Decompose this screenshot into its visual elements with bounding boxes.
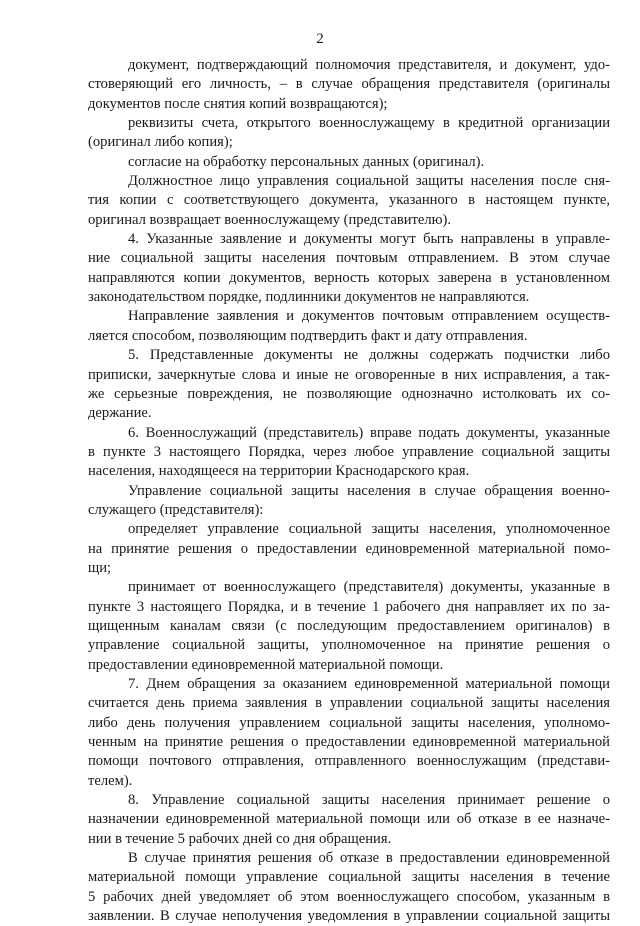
paragraph <box>88 114 610 153</box>
text-line: нии в течение 5 рабочих дней со дня обращения. <box>88 830 392 847</box>
text-line: законодательством порядке, подлинники документов не направляются. <box>88 289 530 306</box>
paragraph <box>88 153 610 172</box>
text-line: держание. <box>88 405 152 422</box>
text-line: ляется способом, позволяющим подтвердить факт и дату отправления. <box>88 327 528 344</box>
text-line: считается день приема заявления в управлении социальной защиты населения <box>88 695 610 712</box>
text-line: управление социальной защиты, уполномоченное на принятие решения о <box>88 637 610 654</box>
page-number: 2 <box>316 31 324 47</box>
text-line: заявлении. В случае неполучения уведомления в управлении социальной защиты <box>88 908 610 925</box>
text-line: 7. Днем обращения за оказанием единовременной материальной помощи <box>128 676 610 692</box>
text-line: тия копии с соответствующего документа, указанного в настоящем пункте, <box>88 192 610 209</box>
text-line: в пункте 3 настоящего Порядка, через любое управление социальной защиты <box>88 443 610 460</box>
paragraph <box>88 791 610 849</box>
text-line: назначении единовременной материальной помощи или об отказе в ее назначе- <box>88 811 610 828</box>
text-line: помощи почтового отправления, отправленного военнослужащим (представи- <box>88 753 610 770</box>
text-line: (оригинал либо копия); <box>88 134 233 151</box>
text-line: стоверяющий его личность, – в случае обращения представителя (оригиналы <box>88 76 610 93</box>
paragraph <box>88 172 610 230</box>
text-line: материальной помощи управление социальной защиты населения в течение <box>88 869 610 886</box>
text-line: Направление заявления и документов почтовым отправлением осуществ- <box>128 308 610 325</box>
text-line: ние социальной защиты населения почтовым отправлением. В этом случае <box>88 250 610 267</box>
document-body <box>88 56 610 926</box>
text-line: документов после снятия копий возвращаются); <box>88 95 388 112</box>
paragraph <box>88 56 610 114</box>
text-line: 5 рабочих дней уведомляет об этом военнослужащего способом, указанным в <box>88 888 610 905</box>
paragraph <box>88 578 610 675</box>
text-line: В случае принятия решения об отказе в предоставлении единовременной <box>128 850 610 867</box>
paragraph <box>88 482 610 521</box>
text-line: направляются копии документов, верность которых заверена в установленном <box>88 269 610 286</box>
text-line: щи; <box>88 559 112 576</box>
text-line: оригинал возвращает военнослужащему (представителю). <box>88 211 452 228</box>
text-line: предоставлении единовременной материальной помощи. <box>88 656 444 673</box>
paragraph <box>88 520 610 578</box>
text-line: реквизиты счета, открытого военнослужащему в кредитной организации <box>128 115 610 132</box>
paragraph <box>88 230 610 307</box>
text-line: ченным на принятие решения о предоставлении единовременной материальной <box>88 734 610 751</box>
text-line: на принятие решения о предоставлении единовременной материальной помо- <box>88 540 610 557</box>
text-line: служащего (представителя): <box>88 501 264 518</box>
text-line: Управление социальной защиты населения в случае обращения военно- <box>128 482 610 499</box>
paragraph <box>88 675 610 791</box>
text-line: пункте 3 настоящего Порядка, и в течение 1 рабочего дня направляет их по за- <box>88 598 610 615</box>
text-line: 4. Указанные заявление и документы могут быть направлены в управле- <box>128 231 610 248</box>
text-line: 5. Представленные документы не должны содержать подчистки либо <box>128 347 610 364</box>
text-line: Должностное лицо управления социальной защиты населения после сня- <box>128 173 610 190</box>
text-line: приписки, зачеркнутые слова и иные не оговоренные в них исправления, а так- <box>88 366 610 383</box>
text-line: телем). <box>88 772 133 789</box>
paragraph <box>88 346 610 423</box>
paragraph <box>88 849 610 926</box>
text-line: согласие на обработку персональных данных (оригинал). <box>128 153 485 170</box>
paragraph <box>88 307 610 346</box>
text-line: 8. Управление социальной защиты населения принимает решение о <box>128 792 610 809</box>
paragraph <box>88 424 610 482</box>
text-line: щищенным каналам связи (с последующим предоставлением оригиналов) в <box>88 617 610 634</box>
text-line: либо день получения управлением социальной защиты населения, уполномо- <box>88 714 610 731</box>
text-line: же серьезные повреждения, не позволяющие однозначно истолковать их со- <box>88 385 610 402</box>
text-line: принимает от военнослужащего (представителя) документы, указанные в <box>128 579 610 596</box>
text-line: определяет управление социальной защиты населения, уполномоченное <box>128 521 610 538</box>
text-line: населения, находящееся на территории Краснодарского края. <box>88 463 470 480</box>
text-line: документ, подтверждающий полномочия представителя, и документ, удо- <box>128 57 610 73</box>
text-line: 6. Военнослужащий (представитель) вправе подать документы, указанные <box>128 424 610 441</box>
